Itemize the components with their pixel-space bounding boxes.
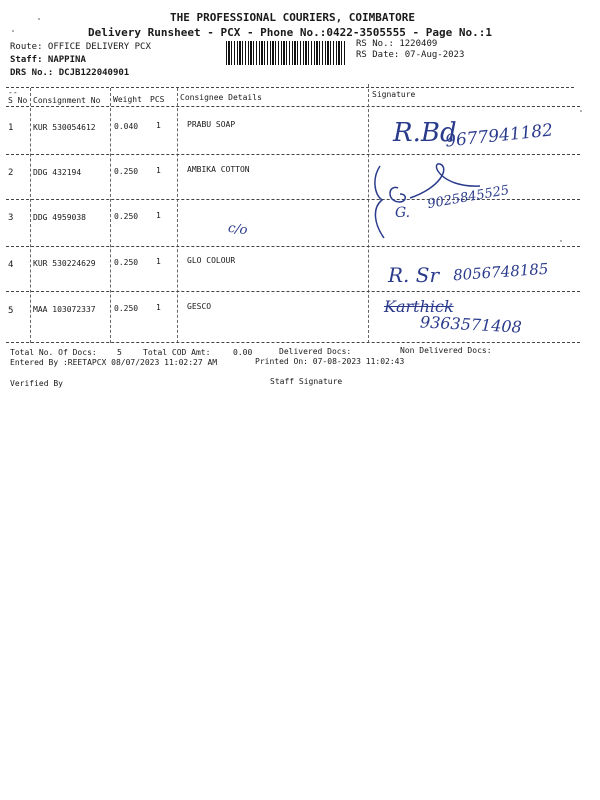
row1-consignee: PRABU SOAP (187, 120, 236, 129)
row3-handwritten-mark: c/o (227, 220, 249, 239)
row5-weight: 0.250 (114, 304, 139, 313)
col-header-consignee: Consignee Details (180, 93, 262, 102)
row1-handwritten-phone: 9677941182 (444, 120, 554, 152)
row1-sno: 1 (8, 123, 14, 133)
row5-consignee: GESCO (187, 302, 212, 311)
row2-consignment: DDG 432194 (33, 168, 82, 177)
cod-value: 0.00 (233, 348, 253, 357)
runsheet-title: Delivery Runsheet - PCX - Phone No.:0422-3505555 - Page No.:1 (88, 26, 492, 39)
col-header-consignment: Consignment No (33, 96, 101, 105)
row3-consignment: DDG 4959038 (33, 213, 86, 222)
row5-handwritten-name: Karthick (384, 297, 454, 316)
row4-sno: 4 (8, 260, 14, 270)
row2-consignee: AMBIKA COTTON (187, 165, 250, 174)
printed-on: Printed On: 07-08-2023 11:02:43 (255, 357, 405, 366)
rs-number: RS No.: 1220409 (356, 39, 438, 49)
row4-handwritten-phone: 8056748185 (452, 259, 549, 285)
row4-pcs: 1 (156, 257, 161, 266)
col-header-signature: Signature (372, 90, 416, 99)
row2-weight: 0.250 (114, 167, 139, 176)
row2-handwritten-phone: 9025845525 (426, 182, 511, 213)
row4-weight: 0.250 (114, 258, 139, 267)
row5-handwritten-phone: 9363571408 (419, 312, 523, 337)
entered-by: Entered By :REETAPCX 08/07/2023 11:02:27 AM (10, 358, 218, 367)
header-top-rule (6, 87, 574, 88)
row1-pcs: 1 (156, 121, 161, 130)
row5-pcs: 1 (156, 303, 161, 312)
row1-weight: 0.040 (114, 122, 139, 131)
verified-by: Verified By (10, 379, 63, 388)
company-name: THE PROFESSIONAL COURIERS, COIMBATORE (170, 11, 416, 24)
barcode (226, 41, 347, 65)
row4-consignment: KUR 530224629 (33, 259, 96, 268)
cod-label: Total COD Amt: (143, 348, 211, 357)
row2-pcs: 1 (156, 166, 161, 175)
col-header-sno: S No (8, 96, 28, 105)
delivered-docs-label: Delivered Docs: (279, 347, 352, 356)
staff-signature-label: Staff Signature (270, 377, 343, 386)
row5-sno: 5 (8, 306, 14, 316)
total-docs-label: Total No. Of Docs: (10, 348, 97, 357)
route-label: Route: OFFICE DELIVERY PCX (10, 42, 151, 52)
total-docs-value: 5 (117, 348, 122, 357)
row5-consignment: MAA 103072337 (33, 305, 96, 314)
row3-sno: 3 (8, 213, 14, 223)
row1-consignment: KUR 530054612 (33, 123, 96, 132)
header-bottom-rule (6, 106, 580, 107)
rs-date: RS Date: 07-Aug-2023 (356, 50, 465, 60)
col-header-pcs: PCS (150, 95, 165, 104)
non-delivered-docs-label: Non Delivered Docs: (400, 346, 492, 355)
drs-number: DRS No.: DCJB122040901 (10, 68, 130, 78)
row2-sno: 2 (8, 168, 14, 178)
row3-pcs: 1 (156, 211, 161, 220)
row3-weight: 0.250 (114, 212, 139, 221)
row1-signature-initials: R.Bd (393, 118, 457, 148)
row4-consignee: GLO COLOUR (187, 256, 236, 265)
col-header-weight: Weight (113, 95, 142, 104)
row4-signature-initials: R. Sr (388, 263, 440, 287)
staff-label: Staff: NAPPINA (10, 55, 86, 65)
